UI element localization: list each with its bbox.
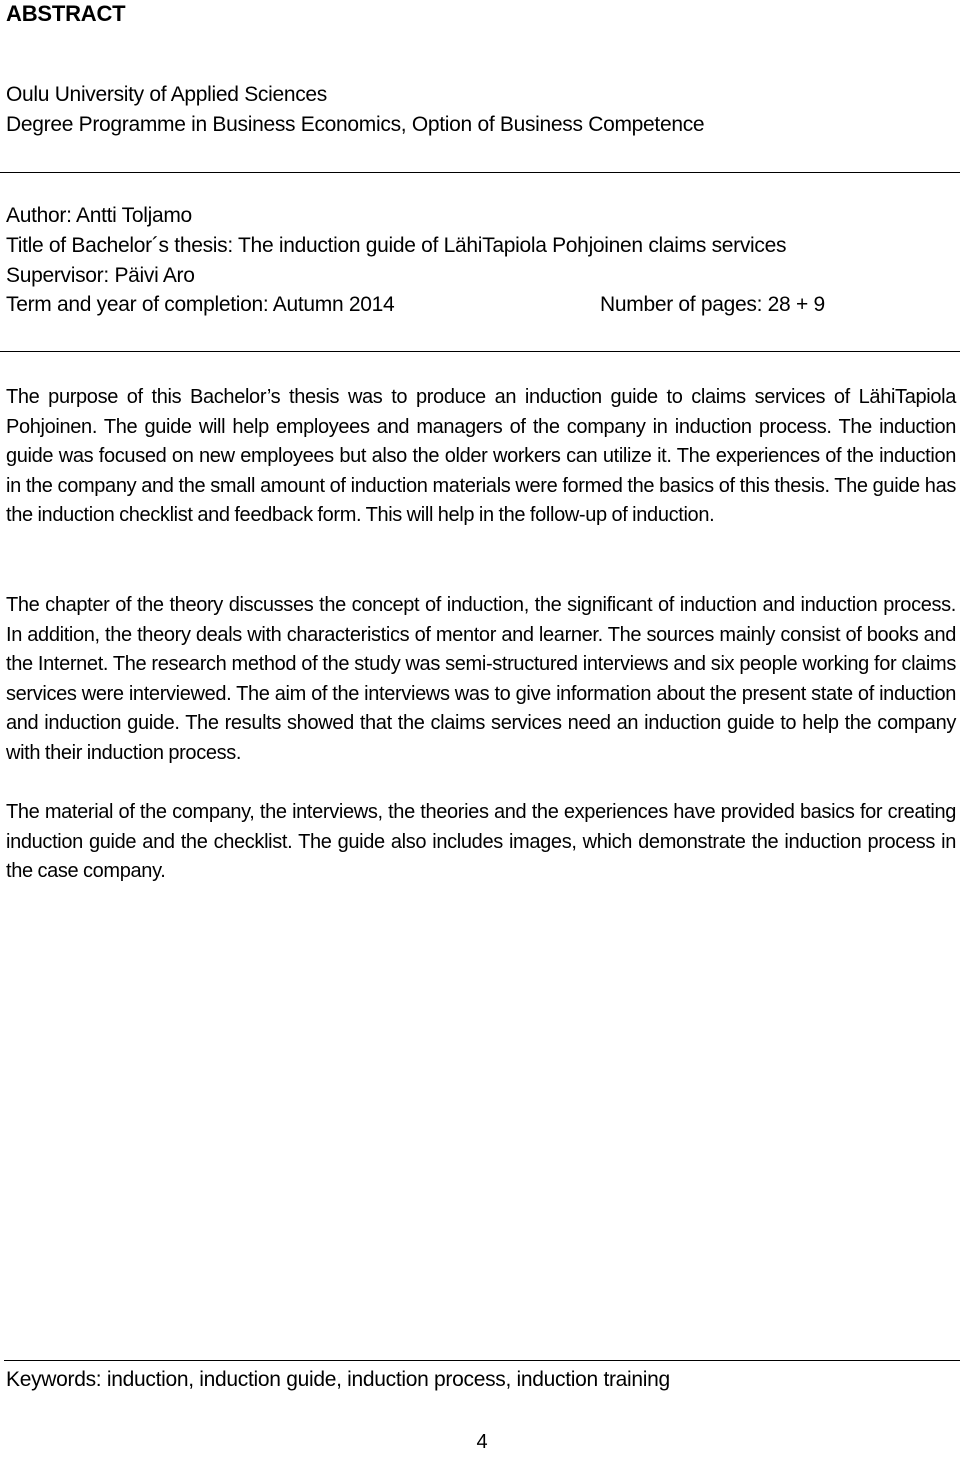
page-number: 4 [476,1431,488,1453]
divider-top [0,172,960,173]
divider-bottom [4,1360,960,1361]
thesis-title-line: Title of Bachelor´s thesis: The induction guide of LähiTapiola Pohjoinen claims services [6,234,787,257]
abstract-heading: ABSTRACT [6,1,126,26]
completion-term-line: Term and year of completion: Autumn 2014 [6,293,395,316]
keywords-line: Keywords: induction, induction guide, induction process, induction training [6,1368,670,1391]
university-name: Oulu University of Applied Sciences [6,83,327,106]
abstract-paragraph-2: The chapter of the theory discusses the concept of induction, the significant of induction and induction process. In addition, the theory deals with characteristics of mentor and learner. The sources mainly consist of books and the Internet. The research method of the study was semi-structured interviews and six people working for claims services were interviewed. The aim of the interviews was to give information about the present state of induction and induction guide. The results showed that the claims services need an induction guide to help the company with their induction process. [6,594,956,764]
author-line: Author: Antti Toljamo [6,204,192,227]
supervisor-line: Supervisor: Päivi Aro [6,264,195,287]
abstract-paragraph-3: The material of the company, the interviews, the theories and the experiences have provided basics for creating induction guide and the checklist. The guide also includes images, which demonstrate the induction process in the case company. [6,801,956,883]
divider-middle [0,351,960,352]
abstract-paragraph-1: The purpose of this Bachelor’s thesis was to produce an induction guide to claims services of LähiTapiola Pohjoinen. The guide will help employees and managers of the company in induction process. The induction guide was focused on new employees but also the older workers can utilize it. The experiences of the induction in the company and the small amount of induction materials were formed the basics of this thesis. The guide has the induction checklist and feedback form. This will help in the follow-up of induction. [6,386,956,527]
page-count-line: Number of pages: 28 + 9 [600,293,825,316]
degree-programme: Degree Programme in Business Economics, Option of Business Competence [6,113,705,136]
